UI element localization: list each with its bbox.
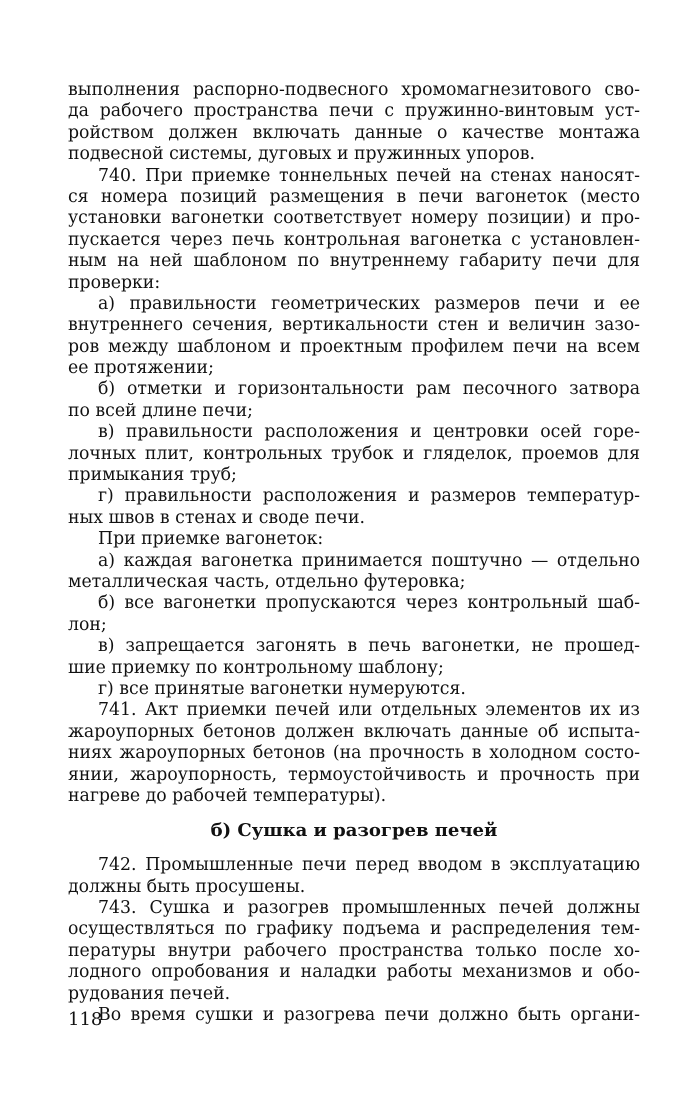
text-line: ее протяжении; (68, 358, 214, 379)
text-line: установки вагонетки соответствует номеру позиции) и про- (68, 208, 640, 229)
text-line: да рабочего пространства печи с пружинно-винтовым уст- (68, 101, 640, 122)
wagon-acceptance-intro: При приемке вагонеток: (98, 529, 324, 550)
text-line: лодного опробования и наладки работы механизмов и обо- (68, 962, 640, 983)
text-line: янии, жароупорность, термоустойчивость и прочность при (68, 764, 640, 785)
text-line: внутреннего сечения, вертикальности стен и величин зазо- (68, 315, 640, 336)
text-line: ся номера позиций размещения в печи вагонеток (место (68, 186, 640, 207)
section-heading: б) Сушка и разогрев печей (210, 820, 498, 842)
text-line: нагреве до рабочей температуры). (68, 785, 387, 806)
text-line: выполнения распорно-подвесного хромомагнезитового сво- (68, 80, 640, 100)
text-line: лон; (68, 614, 107, 635)
list-item-g: г) все принятые вагонетки нумеруются. (98, 678, 466, 699)
page-number: 118 (68, 1009, 103, 1030)
text-line: пускается через печь контрольная вагонетка с установлен- (68, 229, 640, 250)
paragraph-740-start: 740. При приемке тоннельных печей на стенах наносят- (98, 165, 640, 186)
text-line: шие приемку по контрольному шаблону; (68, 657, 444, 678)
text-line: осуществляться по графику подъема и распределения тем- (68, 919, 640, 940)
list-item-b: б) отметки и горизонтальности рам песочного затвора (98, 379, 640, 400)
text-line: ниях жароупорных бетонов (на прочность в холодном состо- (68, 743, 640, 764)
text-line: жароупорных бетонов должен включать данные об испыта- (68, 721, 640, 742)
paragraph-743-start: 743. Сушка и разогрев промышленных печей должны (98, 898, 640, 919)
text-line: пературы внутри рабочего пространства только после хо- (68, 940, 640, 961)
paragraph-continuation-start: Во время сушки и разогрева печи должно быть органи- (98, 1005, 640, 1026)
paragraph-741-start: 741. Акт приемки печей или отдельных элементов их из (98, 700, 640, 721)
text-line: подвесной системы, дуговых и пружинных упоров. (68, 144, 535, 165)
list-item-b: б) все вагонетки пропускаются через контрольный шаб- (98, 593, 640, 614)
text-line: ным на ней шаблоном по внутреннему габариту печи для (68, 251, 640, 272)
text-line: ных швов в стенах и своде печи. (68, 507, 366, 528)
body-text (68, 80, 640, 1026)
list-item-a: а) каждая вагонетка принимается поштучно — отдельно (98, 550, 640, 571)
text-line: должны быть просушены. (68, 876, 306, 897)
text-line: проверки: (68, 272, 161, 293)
list-item-a: а) правильности геометрических размеров печи и ее (98, 293, 640, 314)
list-item-v: в) правильности расположения и центровки осей горе- (98, 422, 640, 443)
text-line: ров между шаблоном и проектным профилем печи на всем (68, 336, 640, 357)
paragraph-742-start: 742. Промышленные печи перед вводом в эксплуатацию (98, 855, 640, 876)
text-line: рудования печей. (68, 983, 231, 1004)
text-line: лочных плит, контрольных трубок и гляделок, проемов для (68, 443, 640, 464)
text-line: металлическая часть, отдельно футеровка; (68, 571, 466, 592)
text-line: по всей длине печи; (68, 400, 253, 421)
list-item-v: в) запрещается загонять в печь вагонетки, не прошед- (98, 636, 640, 657)
text-line: ройством должен включать данные о качестве монтажа (68, 122, 640, 143)
list-item-g: г) правильности расположения и размеров температур- (98, 486, 640, 507)
text-line: примыкания труб; (68, 465, 237, 486)
